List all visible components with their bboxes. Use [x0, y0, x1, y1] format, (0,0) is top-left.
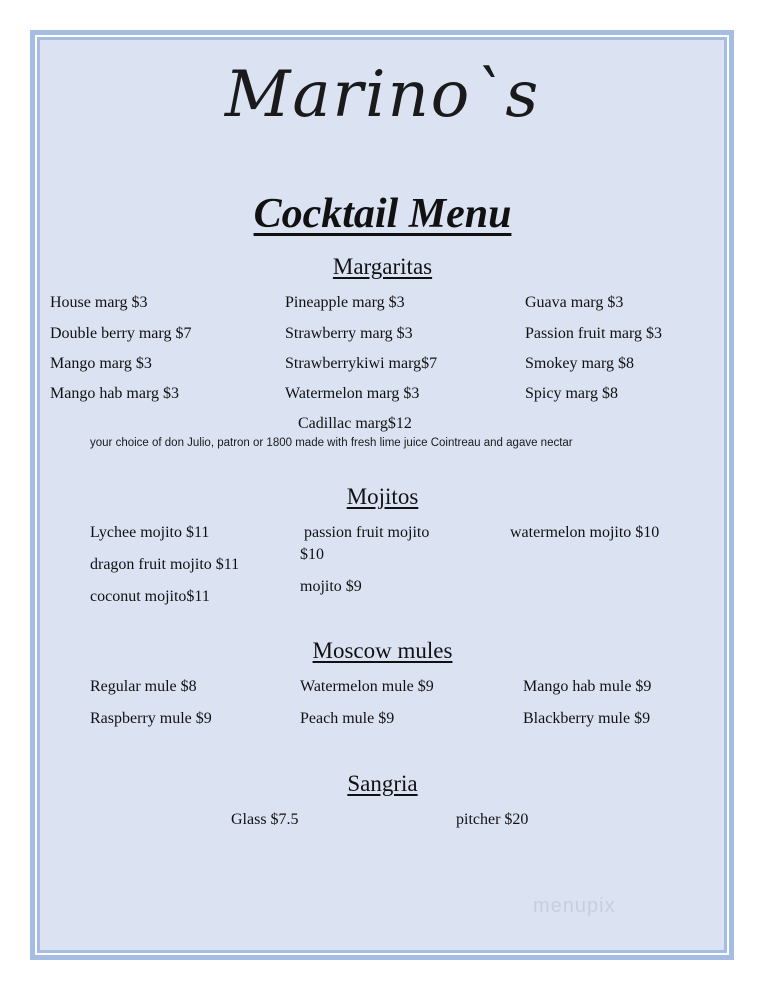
menu-item: Passion fruit marg $3	[525, 325, 663, 342]
watermark: menupix	[533, 895, 616, 917]
menu-item: pitcher $20	[456, 811, 529, 828]
menu-item: Glass $7.5	[231, 811, 299, 828]
menu-item: watermelon mojito $10	[510, 524, 660, 541]
menu-item: Guava marg $3	[525, 294, 624, 311]
section-heading-margaritas: Margaritas	[332, 254, 433, 279]
menu-item: Watermelon mule $9	[300, 678, 434, 695]
menu-item: Watermelon marg $3	[285, 385, 420, 402]
restaurant-logo: Marino`s	[224, 58, 541, 132]
menu-item: dragon fruit mojito $11	[90, 556, 240, 573]
menu-item: House marg $3	[50, 294, 148, 311]
menu-item-price: $10	[300, 546, 324, 563]
menu-item: passion fruit mojito	[304, 524, 430, 541]
menu-item: Mango hab marg $3	[50, 385, 180, 402]
section-heading-sangria: Sangria	[347, 771, 418, 796]
menu-item: Strawberrykiwi marg$7	[285, 355, 438, 372]
menu-item: coconut mojito$11	[90, 588, 210, 605]
menu-item: Double berry marg $7	[50, 325, 192, 342]
menu-item-note: your choice of don Julio, patron or 1800 made with fresh lime juice Cointreau and agave nectar	[90, 437, 573, 449]
section-heading-moscow-mules: Moscow mules	[312, 638, 453, 663]
section-heading-mojitos: Mojitos	[346, 484, 419, 509]
menu-item: Smokey marg $8	[525, 355, 635, 372]
menu-item: Regular mule $8	[90, 678, 197, 695]
menu-item-special: Cadillac marg$12	[298, 415, 412, 432]
menu-item: Raspberry mule $9	[90, 710, 212, 727]
menu-item: Spicy marg $8	[525, 385, 619, 402]
menu-title: Cocktail Menu	[253, 191, 512, 237]
menu-item: Strawberry marg $3	[285, 325, 413, 342]
menu-item: Blackberry mule $9	[523, 710, 651, 727]
menu-item: mojito $9	[300, 578, 362, 595]
menu-item: Mango marg $3	[50, 355, 152, 372]
menu-item: Pineapple marg $3	[285, 294, 405, 311]
menu-item: Peach mule $9	[300, 710, 395, 727]
menu-item: Mango hab mule $9	[523, 678, 652, 695]
menu-item: Lychee mojito $11	[90, 524, 210, 541]
